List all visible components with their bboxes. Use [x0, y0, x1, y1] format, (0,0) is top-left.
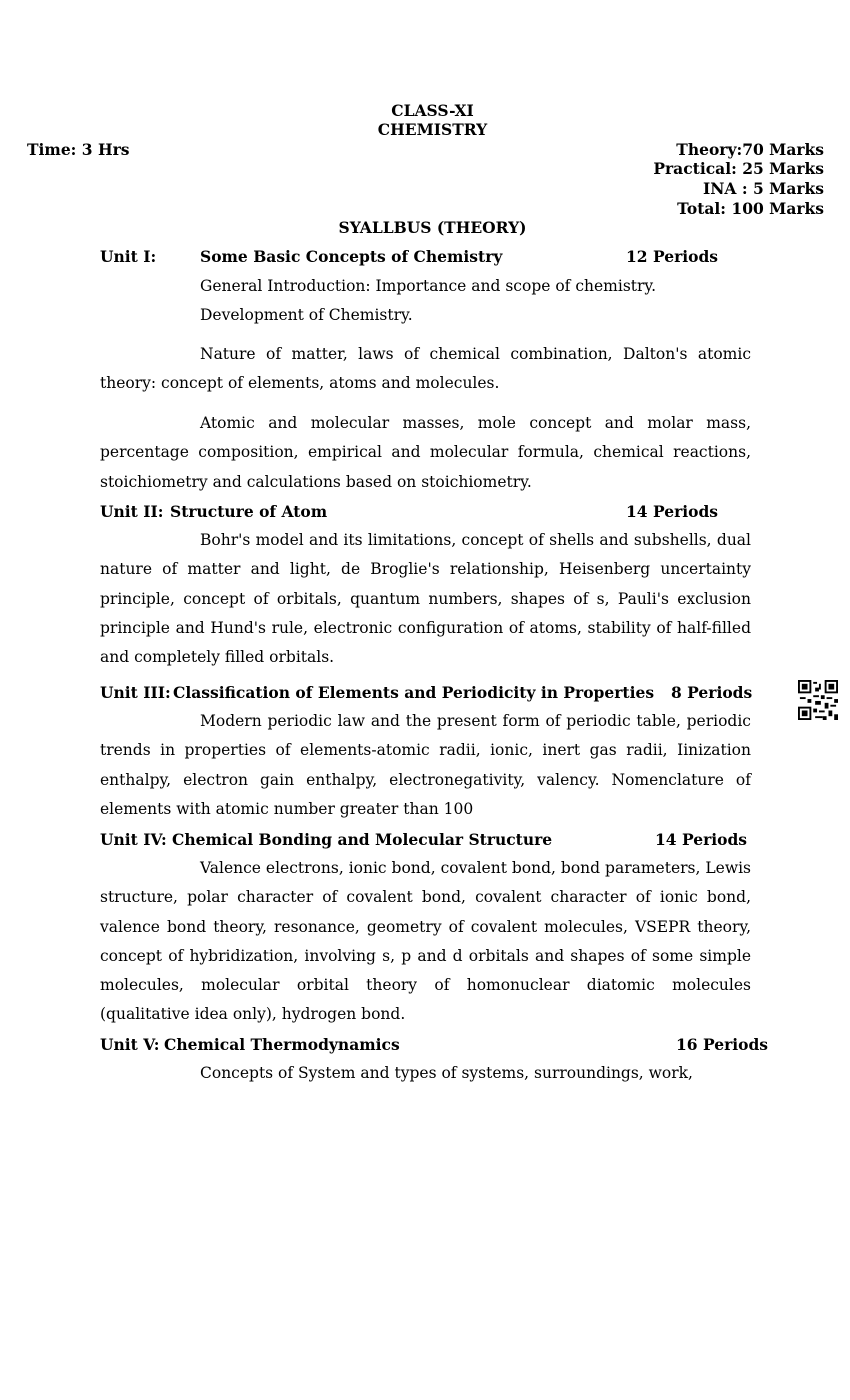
- unit-1-title: Some Basic Concepts of Chemistry: [200, 247, 503, 266]
- unit-5-label: Unit V:: [100, 1035, 160, 1054]
- unit-1-line-1: General Introduction: Importance and scope of chemistry.: [200, 277, 657, 295]
- unit-3-title: Classification of Elements and Periodicity in Properties: [173, 683, 655, 702]
- unit-3-label: Unit III:: [100, 683, 171, 702]
- unit-3-periods: 8 Periods: [671, 683, 753, 702]
- unit-1-paragraph-2: Atomic and molecular masses, mole concept and molar mass, percentage composition, empirical and molecular formula, chemical reactions, stoichiometry and calculations based on stoichiometry.: [100, 414, 751, 491]
- unit-5-periods: 16 Periods: [676, 1035, 769, 1054]
- unit-1-line-2: Development of Chemistry.: [200, 306, 413, 324]
- qr-code-icon: [798, 680, 838, 720]
- ina-marks: INA : 5 Marks: [703, 179, 824, 198]
- unit-5-paragraph-1: Concepts of System and types of systems, surroundings, work,: [200, 1064, 693, 1082]
- unit-2-title: Structure of Atom: [170, 502, 328, 521]
- time-label: Time: 3 Hrs: [27, 140, 130, 159]
- unit-1-periods: 12 Periods: [626, 247, 719, 266]
- practical-marks: Practical: 25 Marks: [653, 159, 824, 178]
- unit-5-title: Chemical Thermodynamics: [164, 1035, 400, 1054]
- unit-1-label: Unit I:: [100, 247, 157, 266]
- unit-4-paragraph-1: Valence electrons, ionic bond, covalent bond, bond parameters, Lewis structure, polar character of covalent bond, covalent character of ionic bond, valence bond theory, resonance, geometry of covalent molecules, VSEPR theory, concept of hybridization, involving s, p and d orbitals and shapes of some simple molecules, molecular orbital theory of homonuclear diatomic molecules (qualitative idea only), hydrogen bond.: [100, 859, 751, 1024]
- unit-1-paragraph-1: Nature of matter, laws of chemical combination, Dalton's atomic theory: concept of elements, atoms and molecules.: [100, 345, 751, 393]
- total-marks: Total: 100 Marks: [677, 199, 824, 218]
- unit-4-title: Chemical Bonding and Molecular Structure: [172, 830, 553, 849]
- unit-4-periods: 14 Periods: [655, 830, 748, 849]
- class-heading: CLASS-XI: [391, 101, 474, 120]
- syllabus-title: SYALLBUS (THEORY): [338, 218, 527, 237]
- subject-heading: CHEMISTRY: [377, 120, 488, 139]
- unit-4-label: Unit IV:: [100, 830, 167, 849]
- unit-2-paragraph-1: Bohr's model and its limitations, concept of shells and subshells, dual nature of matter and light, de Broglie's relationship, Heisenberg uncertainty principle, concept of orbitals, quantum numbers, shapes of s, Pauli's exclusion principle and Hund's rule, electronic configuration of atoms, stability of half-filled and completely filled orbitals.: [100, 531, 751, 667]
- unit-2-label: Unit II:: [100, 502, 164, 521]
- unit-2-periods: 14 Periods: [626, 502, 719, 521]
- unit-3-paragraph-1: Modern periodic law and the present form of periodic table, periodic trends in properties of elements-atomic radii, ionic, inert gas radii, Iinization enthalpy, electron gain enthalpy, electronegativity, valency. Nomenclature of elements with atomic number greater than 100: [100, 712, 751, 818]
- theory-marks: Theory:70 Marks: [676, 140, 824, 159]
